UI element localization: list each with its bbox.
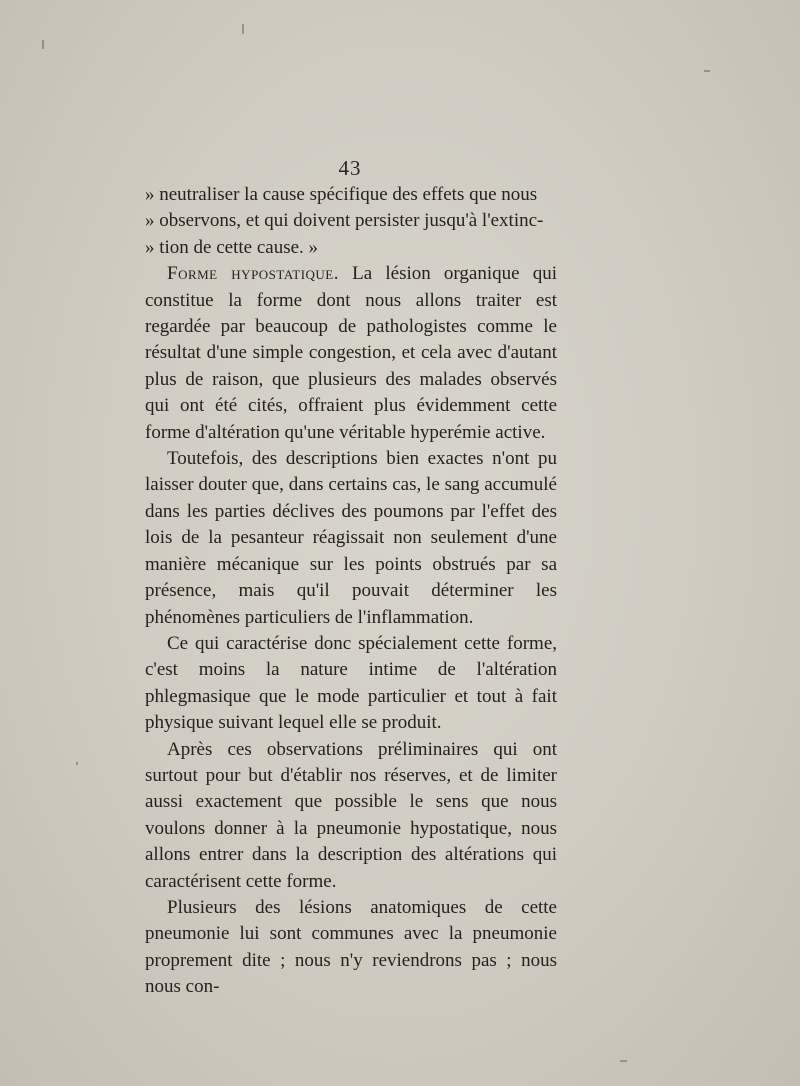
- paper-speck: [242, 24, 244, 34]
- paragraph-text: Ce qui caractérise donc spécialement cette forme, c'est moins la nature intime de l'altération phlegmasique que le mode particulier et tout à fait physique suivant lequel elle se produit.: [145, 632, 557, 734]
- quote-line: » neutraliser la cause spécifique des effets que nous: [145, 184, 538, 205]
- quote-line: » observons, et qui doivent persister jusqu'à l'extinc-: [145, 210, 544, 232]
- paragraph: [145, 261, 557, 446]
- paper-speck: [42, 40, 44, 49]
- paper-speck: [620, 1060, 627, 1062]
- paragraph: [145, 446, 557, 631]
- paper-speck: [76, 762, 78, 765]
- page-body: [145, 182, 557, 1001]
- paragraph: [145, 631, 557, 737]
- paragraph-text: Toutefois, des descriptions bien exactes n'ont pu laisser douter que, dans certains cas, le sang accumulé dans les parties déclives des poumons par l'effet des lois de la pesanteur réagissait non seulement d'une manière mécanique sur les points obstrués par sa présence, mais qu'il pouvait déterminer les phénomènes particuliers de l'inflammation.: [145, 448, 557, 628]
- paragraph: [145, 895, 557, 1001]
- quote-line: » tion de cette cause. »: [145, 236, 319, 258]
- paragraph-text: Plusieurs des lésions anatomiques de cette pneumonie lui sont communes avec la pneumonie proprement dite ; nous n'y reviendrons pas ; nous nous con-: [145, 896, 557, 998]
- section-lead: Forme hypostatique.: [167, 263, 339, 285]
- paragraph-text: Après ces observations préliminaires qui ont surtout pour but d'établir nos réserves, et de limiter aussi exactement que possible le sens que nous voulons donner à la pneumonie hypostatique, nous allons entrer dans la description des altérations qui caractérisent cette forme.: [145, 738, 557, 892]
- paper-speck: [704, 70, 710, 72]
- paragraph: [145, 737, 557, 895]
- page-number: 43: [338, 156, 362, 180]
- paragraph-text: La lésion organique qui constitue la forme dont nous allons traiter est regardée par beaucoup de pathologistes comme le résultat d'une simple congestion, et cela avec d'autant plus de raison, que plusieurs des malades observés qui ont été cités, offraient plus évidemment cette forme d'altération qu'une véritable hyperémie active.: [145, 263, 557, 443]
